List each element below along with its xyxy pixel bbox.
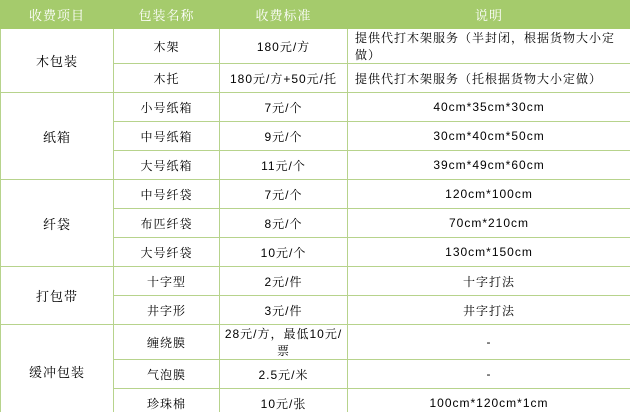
package-name-cell: 井字形 [114, 296, 220, 325]
header-charge-item: 收费项目 [1, 1, 114, 29]
price-cell: 10元/个 [220, 238, 348, 267]
price-cell: 9元/个 [220, 122, 348, 151]
description-cell: 井字打法 [348, 296, 630, 325]
price-cell: 3元/件 [220, 296, 348, 325]
price-cell: 11元/个 [220, 151, 348, 180]
price-cell: 2.5元/米 [220, 360, 348, 389]
price-cell: 180元/方+50元/托 [220, 64, 348, 93]
package-name-cell: 中号纸箱 [114, 122, 220, 151]
description-cell: 70cm*210cm [348, 209, 630, 238]
description-cell: 提供代打木架服务（半封闭，根据货物大小定做） [348, 29, 630, 64]
price-cell: 180元/方 [220, 29, 348, 64]
description-cell: 130cm*150cm [348, 238, 630, 267]
package-name-cell: 木托 [114, 64, 220, 93]
description-cell: 十字打法 [348, 267, 630, 296]
package-name-cell: 大号纤袋 [114, 238, 220, 267]
price-cell: 8元/个 [220, 209, 348, 238]
package-name-cell: 木架 [114, 29, 220, 64]
package-name-cell: 缠绕膜 [114, 325, 220, 360]
table-row [1, 267, 630, 296]
package-name-cell: 大号纸箱 [114, 151, 220, 180]
package-name-cell: 十字型 [114, 267, 220, 296]
price-cell: 7元/个 [220, 180, 348, 209]
table-header-row [1, 1, 630, 29]
package-name-cell: 珍珠棉 [114, 389, 220, 412]
table-row [1, 325, 630, 360]
price-cell: 7元/个 [220, 93, 348, 122]
package-name-cell: 小号纸箱 [114, 93, 220, 122]
package-name-cell: 中号纤袋 [114, 180, 220, 209]
table-row [1, 29, 630, 64]
charge-item-cell: 木包装 [1, 29, 114, 93]
header-package-name: 包装名称 [114, 1, 220, 29]
charge-item-cell: 缓冲包装 [1, 325, 114, 412]
package-name-cell: 布匹纤袋 [114, 209, 220, 238]
table-body [1, 29, 630, 412]
description-cell: 120cm*100cm [348, 180, 630, 209]
price-cell: 28元/方，最低10元/票 [220, 325, 348, 360]
description-cell: - [348, 360, 630, 389]
package-name-cell: 气泡膜 [114, 360, 220, 389]
header-description: 说明 [348, 1, 630, 29]
charge-item-cell: 纤袋 [1, 180, 114, 267]
description-cell: 100cm*120cm*1cm [348, 389, 630, 412]
description-cell: - [348, 325, 630, 360]
description-cell: 39cm*49cm*60cm [348, 151, 630, 180]
price-cell: 10元/张 [220, 389, 348, 412]
description-cell: 40cm*35cm*30cm [348, 93, 630, 122]
charge-item-cell: 纸箱 [1, 93, 114, 180]
price-cell: 2元/件 [220, 267, 348, 296]
table-row [1, 93, 630, 122]
header-charge-standard: 收费标准 [220, 1, 348, 29]
description-cell: 提供代打木架服务（托根据货物大小定做） [348, 64, 630, 93]
table-row [1, 180, 630, 209]
charge-item-cell: 打包带 [1, 267, 114, 325]
description-cell: 30cm*40cm*50cm [348, 122, 630, 151]
